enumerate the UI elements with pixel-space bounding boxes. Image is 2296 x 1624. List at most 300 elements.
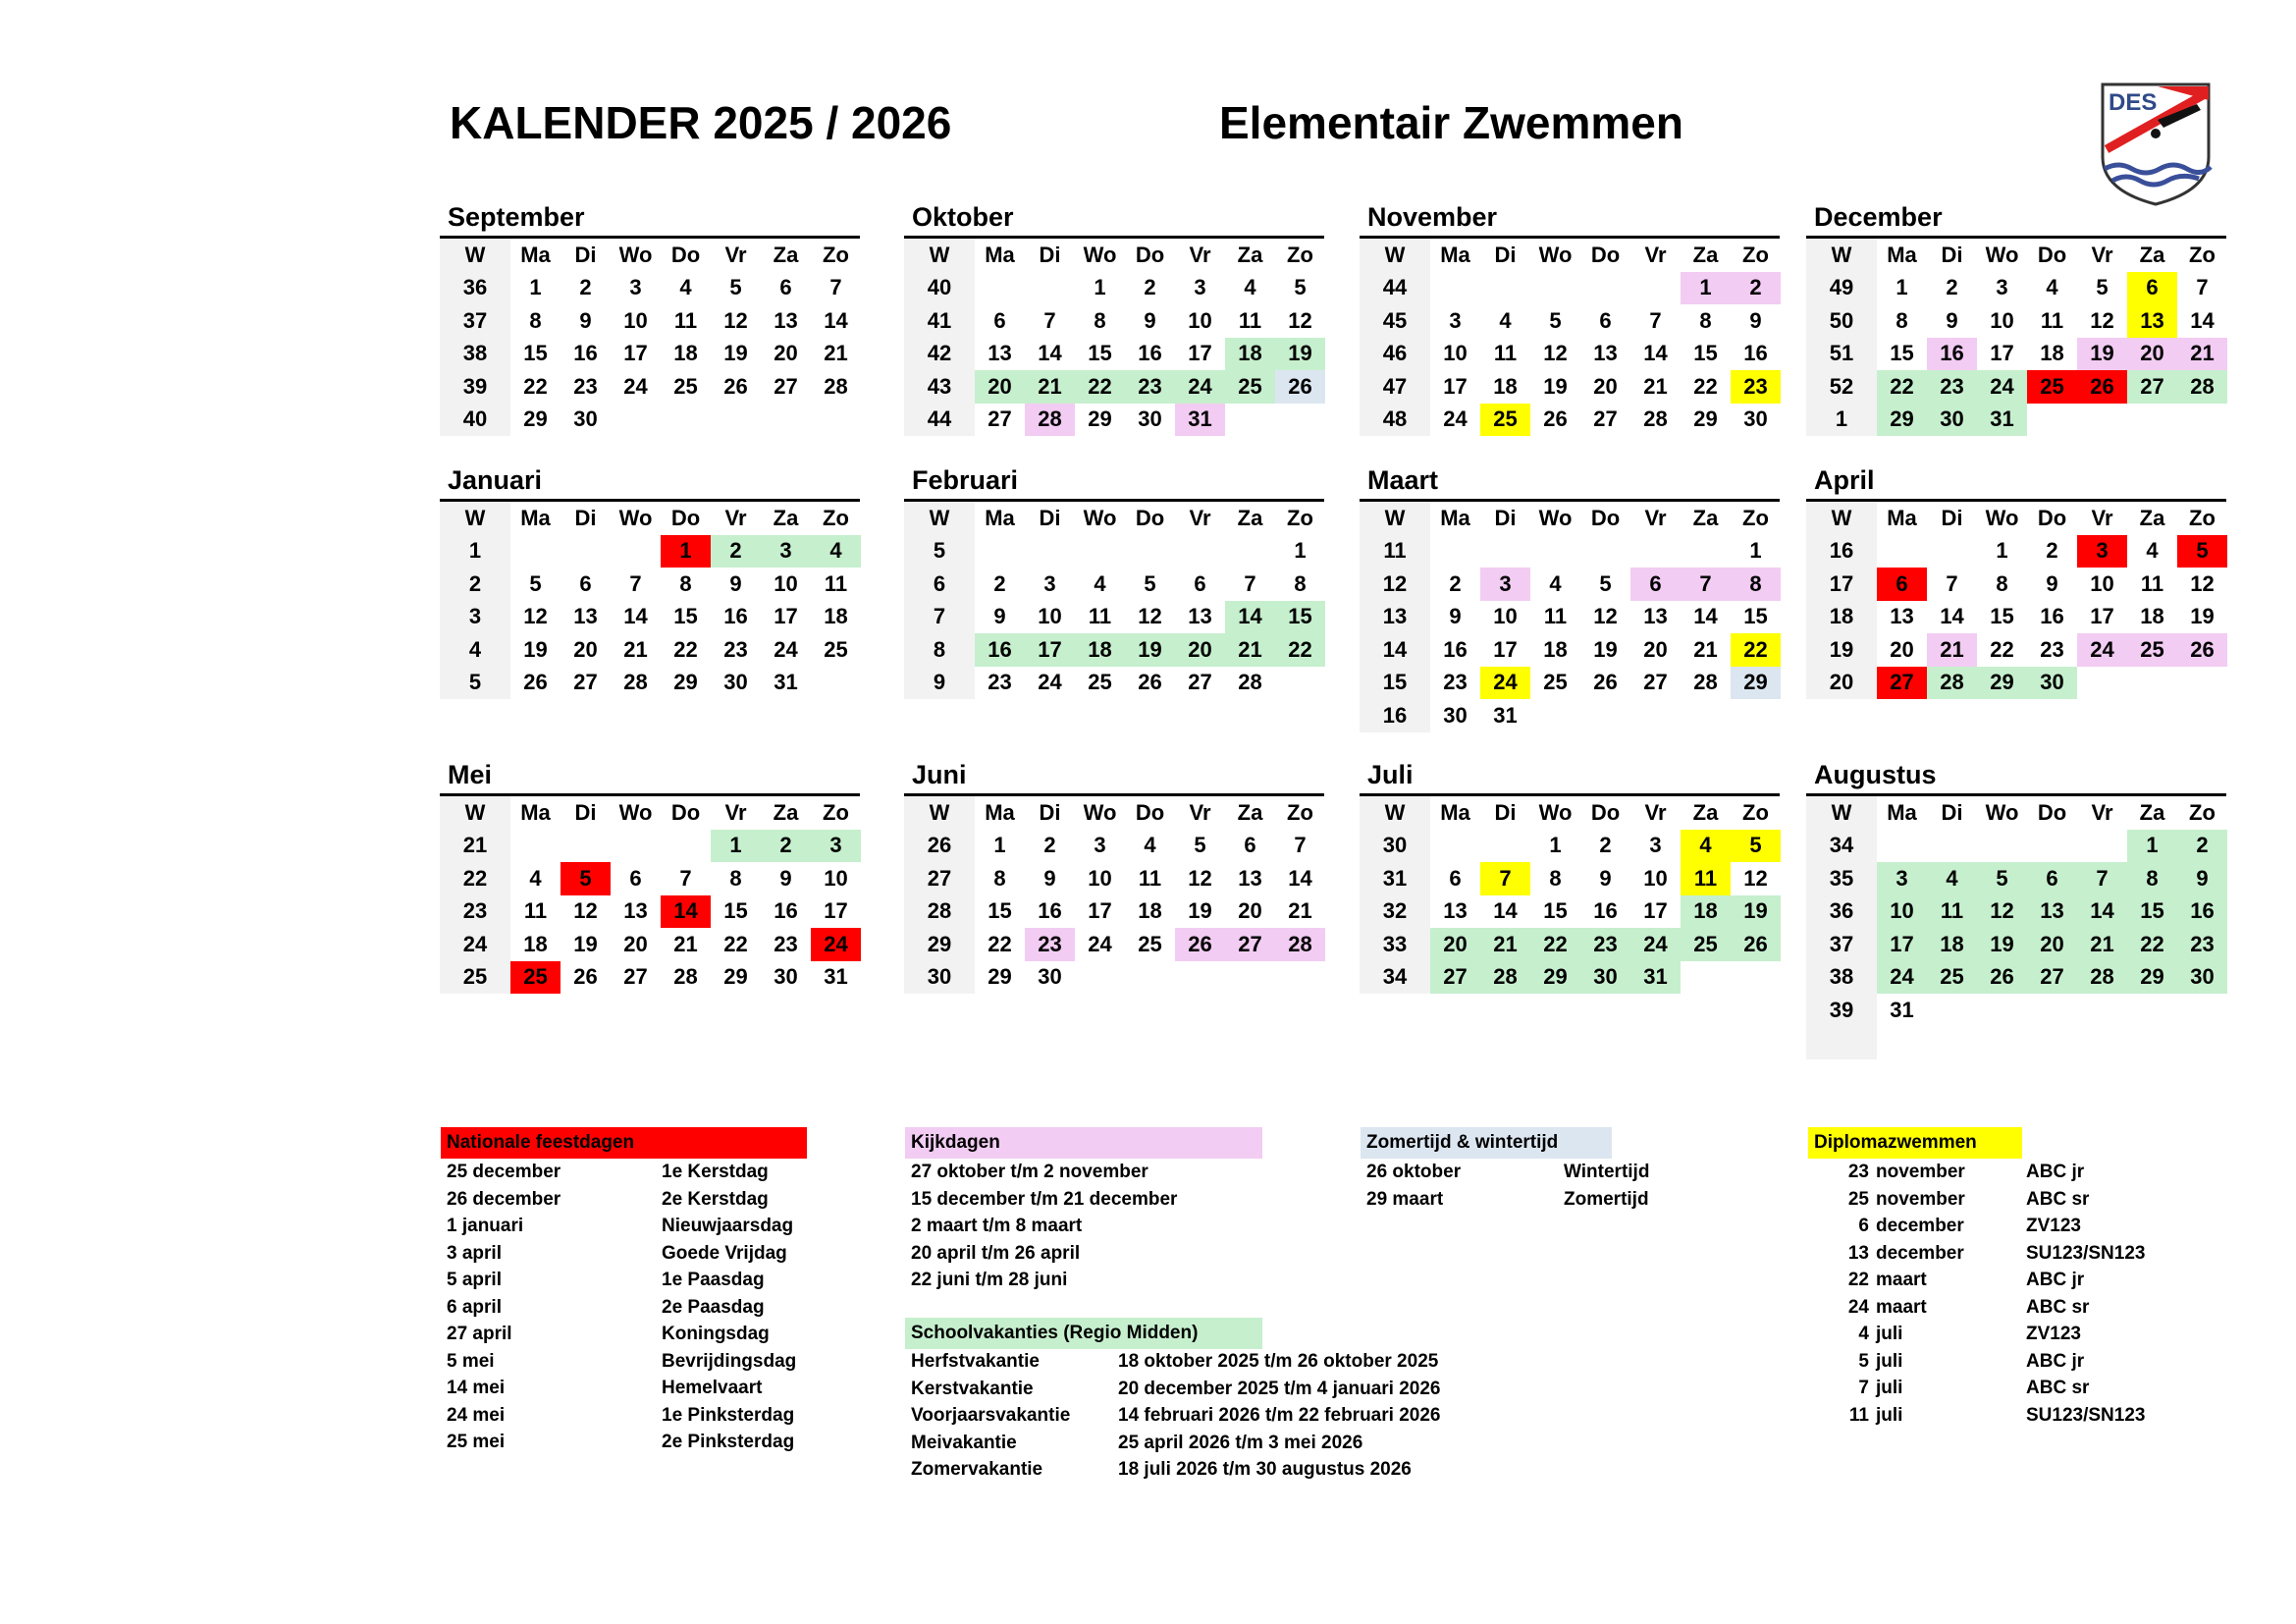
month-grid bbox=[904, 499, 1324, 699]
day-cell: 17 bbox=[1990, 341, 2014, 366]
month-name: Augustus bbox=[1814, 760, 1937, 789]
day-cell: 20 bbox=[1238, 898, 1262, 924]
day-cell: 29 bbox=[723, 964, 748, 990]
day-cell: 16 bbox=[975, 633, 1025, 667]
day-cell: 25 bbox=[510, 961, 561, 995]
empty-cell bbox=[2177, 667, 2227, 700]
day-cell: 29 bbox=[988, 964, 1012, 990]
weekday-header: Za bbox=[1692, 505, 1719, 530]
day-cell: 9 bbox=[2177, 862, 2227, 895]
day-cell: 26 bbox=[1977, 961, 2027, 995]
day-cell: 5 bbox=[1731, 830, 1781, 863]
weekday-header: Wo bbox=[618, 242, 653, 267]
empty-cell bbox=[811, 667, 861, 700]
month-januari bbox=[440, 465, 860, 699]
weekday-header: Wo bbox=[1985, 799, 2019, 825]
empty-cell bbox=[2077, 667, 2127, 700]
week-number: 13 bbox=[1360, 601, 1430, 634]
day-cell: 11 bbox=[824, 570, 848, 596]
day-cell: 13 bbox=[1238, 865, 1262, 891]
month-juni bbox=[904, 760, 1324, 994]
empty-cell bbox=[1225, 535, 1275, 568]
day-cell: 31 bbox=[824, 964, 848, 990]
day-cell: 7 bbox=[1480, 862, 1530, 895]
day-cell: 23 bbox=[988, 670, 1012, 695]
weekday-header: Zo bbox=[1742, 505, 1769, 530]
day-cell: 18 bbox=[1681, 895, 1731, 929]
day-cell: 18 bbox=[1927, 928, 1977, 961]
day-cell: 3 bbox=[1449, 307, 1462, 333]
day-cell: 20 bbox=[1593, 373, 1618, 399]
holiday-date: 14 mei bbox=[447, 1378, 506, 1398]
day-cell: 5 bbox=[1294, 275, 1307, 300]
day-cell: 6 bbox=[1599, 307, 1612, 333]
day-cell: 10 bbox=[1038, 604, 1062, 629]
empty-cell bbox=[1430, 272, 1480, 305]
week-number: 7 bbox=[904, 601, 975, 634]
day-cell: 4 bbox=[1244, 275, 1256, 300]
month-name: Maart bbox=[1367, 465, 1439, 495]
empty-cell bbox=[661, 404, 711, 437]
day-cell: 8 bbox=[729, 865, 742, 891]
week-number: 34 bbox=[1806, 830, 1877, 863]
weekday-header: Do bbox=[670, 242, 701, 267]
day-cell: 11 bbox=[1088, 604, 1112, 629]
vacation-name: Zomervakantie bbox=[911, 1459, 1043, 1480]
diploma-group: SU123/SN123 bbox=[2026, 1242, 2146, 1264]
day-cell: 2 bbox=[1144, 275, 1156, 300]
day-cell: 3 bbox=[629, 275, 642, 300]
empty-cell bbox=[611, 404, 661, 437]
day-cell: 29 bbox=[1977, 667, 2027, 700]
day-cell: 19 bbox=[1125, 633, 1175, 667]
day-cell: 25 bbox=[1681, 928, 1731, 961]
weekday-header: Ma bbox=[520, 505, 551, 530]
empty-cell bbox=[1125, 961, 1175, 995]
day-cell: 20 bbox=[1175, 633, 1225, 667]
weekday-header: Zo bbox=[1287, 505, 1313, 530]
weekday-header: Wo bbox=[618, 799, 653, 825]
week-header: W bbox=[1360, 239, 1430, 272]
holiday-date: 6 april bbox=[447, 1296, 502, 1318]
week-number: 26 bbox=[904, 830, 975, 863]
time-change-name: Wintertijd bbox=[1564, 1162, 1650, 1182]
day-cell: 26 bbox=[723, 373, 748, 399]
holiday-date: 26 december bbox=[447, 1188, 561, 1210]
week-header: W bbox=[440, 239, 510, 272]
day-cell: 13 bbox=[1188, 604, 1212, 629]
day-cell: 22 bbox=[523, 373, 548, 399]
week-number: 30 bbox=[1360, 830, 1430, 863]
day-cell: 17 bbox=[1443, 373, 1468, 399]
day-cell: 21 bbox=[2077, 928, 2127, 961]
day-cell: 17 bbox=[1643, 898, 1668, 924]
day-cell: 24 bbox=[1088, 931, 1112, 956]
day-cell: 12 bbox=[1977, 895, 2027, 929]
day-cell: 15 bbox=[1890, 341, 1914, 366]
day-cell: 29 bbox=[1693, 406, 1718, 432]
weekday-header: Za bbox=[1237, 799, 1263, 825]
day-cell: 20 bbox=[774, 341, 798, 366]
day-cell: 19 bbox=[1593, 636, 1618, 662]
day-cell: 17 bbox=[774, 604, 798, 629]
day-cell: 14 bbox=[1493, 898, 1518, 924]
holiday-date: 1 januari bbox=[447, 1216, 524, 1236]
week-number: 28 bbox=[904, 895, 975, 929]
day-cell: 22 bbox=[1990, 636, 2014, 662]
diploma-month: juli bbox=[1876, 1378, 1903, 1398]
week-number: 34 bbox=[1360, 961, 1430, 995]
day-cell: 27 bbox=[573, 670, 598, 695]
week-number: 47 bbox=[1360, 370, 1430, 404]
month-name: Juni bbox=[912, 760, 967, 789]
week-number: 36 bbox=[440, 272, 510, 305]
diploma-month: maart bbox=[1876, 1270, 1927, 1290]
week-number: 37 bbox=[440, 304, 510, 338]
week-header: W bbox=[1806, 239, 1877, 272]
day-cell: 13 bbox=[1890, 604, 1914, 629]
day-cell: 13 bbox=[2027, 895, 2077, 929]
weekday-header: Wo bbox=[1083, 505, 1117, 530]
empty-cell bbox=[1731, 699, 1781, 732]
day-cell: 7 bbox=[1681, 568, 1731, 601]
day-cell: 6 bbox=[1194, 570, 1206, 596]
weekday-header: Ma bbox=[520, 799, 551, 825]
day-cell: 15 bbox=[673, 604, 698, 629]
week-number: 39 bbox=[1806, 994, 1877, 1027]
week-number: 17 bbox=[1806, 568, 1877, 601]
legend-feestdagen-names bbox=[662, 1159, 796, 1456]
day-cell: 20 bbox=[1643, 636, 1668, 662]
day-cell: 2 bbox=[1449, 570, 1462, 596]
week-number: 43 bbox=[904, 370, 975, 404]
day-cell: 8 bbox=[1996, 570, 2008, 596]
vacation-period: 18 juli 2026 t/m 30 augustus 2026 bbox=[1118, 1459, 1412, 1480]
month-grid bbox=[1360, 236, 1780, 436]
week-number: 51 bbox=[1806, 338, 1877, 371]
holiday-date: 5 april bbox=[447, 1270, 502, 1290]
weekday-header: Di bbox=[1494, 505, 1517, 530]
day-cell: 19 bbox=[1275, 338, 1325, 371]
month-augustus bbox=[1806, 760, 2226, 1059]
day-cell: 22 bbox=[1075, 370, 1125, 404]
weekday-header: Vr bbox=[1189, 242, 1211, 267]
day-cell: 10 bbox=[1188, 307, 1212, 333]
day-cell: 6 bbox=[2027, 862, 2077, 895]
day-cell: 3 bbox=[1480, 568, 1530, 601]
time-change-date: 29 maart bbox=[1366, 1188, 1444, 1210]
day-cell: 18 bbox=[824, 604, 848, 629]
diploma-month: juli bbox=[1876, 1324, 1903, 1344]
weekday-header: Zo bbox=[2189, 242, 2216, 267]
day-cell: 9 bbox=[779, 865, 792, 891]
day-cell: 27 bbox=[1877, 667, 1927, 700]
day-cell: 2 bbox=[1946, 275, 1958, 300]
day-cell: 11 bbox=[2140, 570, 2164, 596]
day-cell: 19 bbox=[1188, 898, 1212, 924]
day-cell: 1 bbox=[1996, 538, 2008, 564]
weekday-header: Vr bbox=[724, 505, 747, 530]
day-cell: 4 bbox=[2146, 538, 2159, 564]
day-cell: 26 bbox=[1138, 670, 1162, 695]
day-cell: 27 bbox=[623, 964, 648, 990]
empty-cell bbox=[611, 830, 661, 863]
day-cell: 27 bbox=[2027, 961, 2077, 995]
week-number: 20 bbox=[1806, 667, 1877, 700]
empty-cell bbox=[1977, 830, 2027, 863]
month-oktober bbox=[904, 202, 1324, 436]
week-number: 6 bbox=[904, 568, 975, 601]
weekday-header: Di bbox=[1494, 799, 1517, 825]
day-cell: 19 bbox=[2077, 338, 2127, 371]
day-cell: 6 bbox=[1877, 568, 1927, 601]
day-cell: 25 bbox=[824, 636, 848, 662]
weekday-header: Di bbox=[1941, 242, 1963, 267]
empty-cell bbox=[661, 830, 711, 863]
week-number: 23 bbox=[440, 895, 510, 929]
day-cell: 30 bbox=[1138, 406, 1162, 432]
day-cell: 4 bbox=[679, 275, 692, 300]
vacation-name: Kerstvakantie bbox=[911, 1378, 1034, 1399]
diploma-day: 6 bbox=[1858, 1216, 1869, 1236]
diploma-group: ZV123 bbox=[2026, 1216, 2081, 1236]
empty-cell bbox=[1927, 535, 1977, 568]
week-header: W bbox=[440, 502, 510, 535]
day-cell: 18 bbox=[1543, 636, 1568, 662]
empty-cell bbox=[1225, 404, 1275, 437]
day-cell: 17 bbox=[1025, 633, 1075, 667]
empty-cell bbox=[1580, 535, 1630, 568]
diploma-group: ABC jr bbox=[2026, 1270, 2085, 1290]
day-cell: 7 bbox=[2077, 862, 2127, 895]
holiday-name: Bevrijdingsdag bbox=[662, 1350, 797, 1372]
day-cell: 4 bbox=[1681, 830, 1731, 863]
week-header: W bbox=[1806, 796, 1877, 830]
day-cell: 28 bbox=[1480, 961, 1530, 995]
day-cell: 1 bbox=[529, 275, 542, 300]
empty-cell bbox=[2077, 994, 2127, 1027]
diploma-day: 24 bbox=[1847, 1296, 1869, 1318]
des-logo bbox=[2099, 81, 2213, 208]
empty-cell bbox=[510, 535, 561, 568]
day-cell: 28 bbox=[1927, 667, 1977, 700]
weekday-header: Ma bbox=[985, 505, 1015, 530]
day-cell: 20 bbox=[1890, 636, 1914, 662]
day-cell: 16 bbox=[1593, 898, 1618, 924]
day-cell: 19 bbox=[523, 636, 548, 662]
day-cell: 8 bbox=[1294, 570, 1307, 596]
kijkdag-period: 15 december t/m 21 december bbox=[911, 1188, 1178, 1210]
empty-cell bbox=[1025, 535, 1075, 568]
day-cell: 26 bbox=[1731, 928, 1781, 961]
day-cell: 17 bbox=[623, 341, 648, 366]
week-number: 37 bbox=[1806, 928, 1877, 961]
week-number: 39 bbox=[440, 370, 510, 404]
day-cell: 15 bbox=[523, 341, 548, 366]
legend-feestdagen-title: Nationale feestdagen bbox=[441, 1127, 807, 1159]
day-cell: 8 bbox=[1731, 568, 1781, 601]
day-cell: 21 bbox=[1025, 370, 1075, 404]
empty-cell bbox=[1877, 535, 1927, 568]
holiday-name: Goede Vrijdag bbox=[662, 1242, 787, 1264]
weekday-header: Vr bbox=[2091, 242, 2113, 267]
empty-cell bbox=[1681, 699, 1731, 732]
day-cell: 8 bbox=[1549, 865, 1562, 891]
weekday-header: Di bbox=[1941, 799, 1963, 825]
day-cell: 30 bbox=[1927, 404, 1977, 437]
day-cell: 14 bbox=[1643, 341, 1668, 366]
day-cell: 18 bbox=[1493, 373, 1518, 399]
day-cell: 24 bbox=[1038, 670, 1062, 695]
day-cell: 12 bbox=[1743, 865, 1768, 891]
holiday-date: 25 december bbox=[447, 1162, 561, 1182]
day-cell: 10 bbox=[1877, 895, 1927, 929]
day-cell: 6 bbox=[579, 570, 592, 596]
week-number: 4 bbox=[440, 633, 510, 667]
day-cell: 22 bbox=[1731, 633, 1781, 667]
weekday-header: Do bbox=[1135, 242, 1165, 267]
day-cell: 13 bbox=[573, 604, 598, 629]
empty-cell bbox=[1630, 535, 1681, 568]
day-cell: 13 bbox=[2127, 304, 2177, 338]
holiday-name: Hemelvaart bbox=[662, 1378, 763, 1398]
week-number: 19 bbox=[1806, 633, 1877, 667]
legend-schoolvakanties-names bbox=[911, 1348, 1070, 1484]
day-cell: 3 bbox=[1094, 833, 1106, 858]
day-cell: 13 bbox=[774, 307, 798, 333]
day-cell: 19 bbox=[573, 931, 598, 956]
day-cell: 11 bbox=[2040, 307, 2064, 333]
diploma-day: 22 bbox=[1847, 1270, 1869, 1290]
diploma-day: 11 bbox=[1848, 1404, 1869, 1426]
day-cell: 26 bbox=[523, 670, 548, 695]
diploma-day: 7 bbox=[1858, 1378, 1869, 1398]
week-column-filler bbox=[1806, 1027, 1877, 1060]
vacation-period: 25 april 2026 t/m 3 mei 2026 bbox=[1118, 1432, 1363, 1453]
empty-cell bbox=[1530, 535, 1580, 568]
weekday-header: Di bbox=[574, 505, 597, 530]
day-cell: 29 bbox=[1877, 404, 1927, 437]
day-cell: 4 bbox=[1549, 570, 1562, 596]
empty-cell bbox=[761, 404, 811, 437]
day-cell: 8 bbox=[1896, 307, 1908, 333]
day-cell: 11 bbox=[1543, 604, 1568, 629]
day-cell: 26 bbox=[573, 964, 598, 990]
day-cell: 1 bbox=[1549, 833, 1562, 858]
day-cell: 17 bbox=[1188, 341, 1212, 366]
month-september bbox=[440, 202, 860, 436]
day-cell: 23 bbox=[1731, 370, 1781, 404]
day-cell: 24 bbox=[2077, 633, 2127, 667]
day-cell: 8 bbox=[529, 307, 542, 333]
day-cell: 10 bbox=[1643, 865, 1668, 891]
week-number: 32 bbox=[1360, 895, 1430, 929]
day-cell: 9 bbox=[1599, 865, 1612, 891]
day-cell: 1 bbox=[1749, 538, 1762, 564]
day-cell: 23 bbox=[573, 373, 598, 399]
calendar-title: KALENDER 2025 / 2026 bbox=[450, 97, 952, 148]
day-cell: 22 bbox=[1877, 370, 1927, 404]
day-cell: 20 bbox=[1430, 928, 1480, 961]
weekday-header: Za bbox=[1692, 242, 1719, 267]
day-cell: 13 bbox=[1593, 341, 1618, 366]
day-cell: 7 bbox=[679, 865, 692, 891]
legend-schoolvakanties-periods bbox=[1118, 1348, 1440, 1484]
day-cell: 15 bbox=[1543, 898, 1568, 924]
empty-cell bbox=[611, 535, 661, 568]
empty-cell bbox=[1275, 667, 1325, 700]
empty-cell bbox=[975, 535, 1025, 568]
week-number: 33 bbox=[1360, 928, 1430, 961]
week-header: W bbox=[904, 796, 975, 830]
day-cell: 14 bbox=[2077, 895, 2127, 929]
week-number: 1 bbox=[1806, 404, 1877, 437]
week-header: W bbox=[1360, 796, 1430, 830]
day-cell: 18 bbox=[1225, 338, 1275, 371]
vacation-name: Voorjaarsvakantie bbox=[911, 1405, 1071, 1426]
empty-cell bbox=[2027, 404, 2077, 437]
weekday-header: Do bbox=[1590, 242, 1621, 267]
day-cell: 23 bbox=[1580, 928, 1630, 961]
diploma-day: 13 bbox=[1847, 1242, 1869, 1264]
weekday-header: Di bbox=[1039, 242, 1061, 267]
day-cell: 3 bbox=[1194, 275, 1206, 300]
day-cell: 18 bbox=[523, 931, 548, 956]
empty-cell bbox=[2077, 404, 2127, 437]
empty-cell bbox=[1075, 961, 1125, 995]
day-cell: 13 bbox=[623, 898, 648, 924]
empty-cell bbox=[1480, 535, 1530, 568]
week-number: 14 bbox=[1360, 633, 1430, 667]
day-cell: 23 bbox=[774, 931, 798, 956]
day-cell: 25 bbox=[2127, 633, 2177, 667]
day-cell: 2 bbox=[711, 535, 761, 568]
day-cell: 2 bbox=[2177, 830, 2227, 863]
day-cell: 17 bbox=[2090, 604, 2114, 629]
day-cell: 4 bbox=[1144, 833, 1156, 858]
week-number: 44 bbox=[1360, 272, 1430, 305]
legend-feestdagen-dates bbox=[447, 1159, 561, 1456]
day-cell: 26 bbox=[1275, 370, 1325, 404]
day-cell: 5 bbox=[1599, 570, 1612, 596]
day-cell: 21 bbox=[1643, 373, 1668, 399]
day-cell: 16 bbox=[1038, 898, 1062, 924]
month-grid bbox=[440, 499, 860, 699]
empty-cell bbox=[1430, 830, 1480, 863]
holiday-name: 2e Pinksterdag bbox=[662, 1432, 795, 1452]
day-cell: 29 bbox=[1088, 406, 1112, 432]
month-grid bbox=[440, 236, 860, 436]
week-number: 3 bbox=[440, 601, 510, 634]
day-cell: 28 bbox=[1275, 928, 1325, 961]
day-cell: 27 bbox=[2127, 370, 2177, 404]
month-grid bbox=[904, 793, 1324, 994]
day-cell: 16 bbox=[723, 604, 748, 629]
day-cell: 16 bbox=[2177, 895, 2227, 929]
weekday-header: Vr bbox=[724, 799, 747, 825]
month-juli bbox=[1360, 760, 1780, 994]
weekday-header: Do bbox=[670, 799, 701, 825]
legend-tijd-names bbox=[1564, 1159, 1649, 1213]
day-cell: 21 bbox=[2177, 338, 2227, 371]
day-cell: 23 bbox=[2177, 928, 2227, 961]
weekday-header: Do bbox=[2037, 242, 2067, 267]
diploma-month: maart bbox=[1876, 1296, 1927, 1318]
day-cell: 27 bbox=[1225, 928, 1275, 961]
day-cell: 6 bbox=[2127, 272, 2177, 305]
week-number: 52 bbox=[1806, 370, 1877, 404]
day-cell: 18 bbox=[1075, 633, 1125, 667]
